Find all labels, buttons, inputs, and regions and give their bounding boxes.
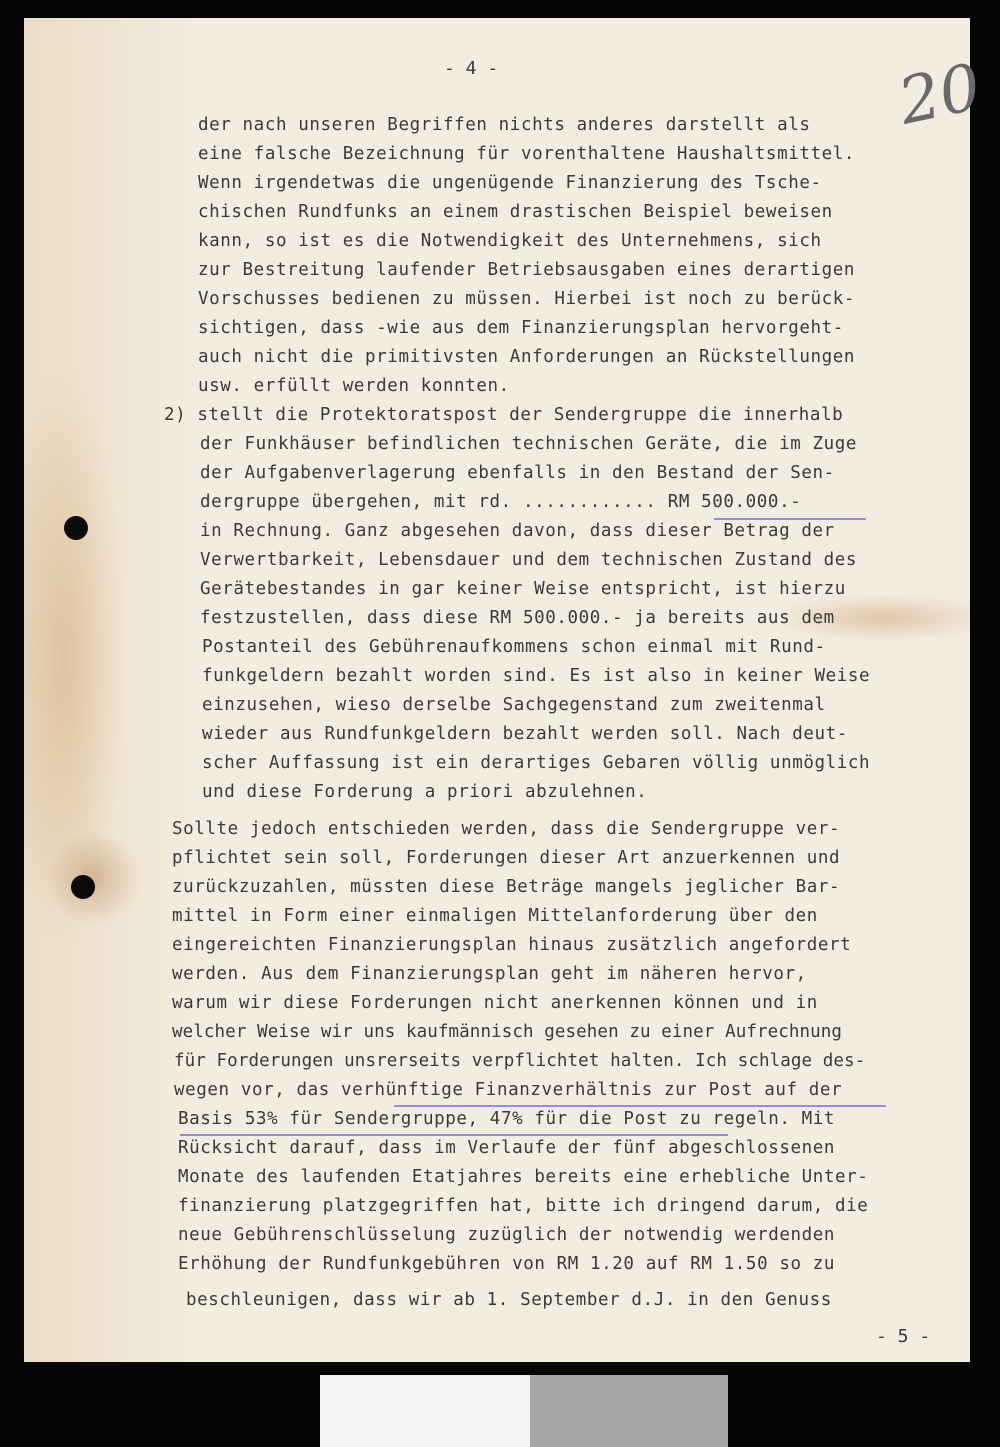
text-line: funkgeldern bezahlt worden sind. Es ist also in keiner Weise bbox=[202, 666, 871, 686]
text-line: Sollte jedoch entschieden werden, dass die Sendergruppe ver- bbox=[172, 819, 841, 839]
text-line: finanzierung platzgegriffen hat, bitte ich dringend darum, die bbox=[178, 1196, 869, 1216]
list-item-2-line: 2) stellt die Protektoratspost der Sendergruppe die innerhalb bbox=[164, 405, 844, 425]
text-line: Wenn irgendetwas die ungenügende Finanzierung des Tsche- bbox=[198, 173, 822, 193]
text-line: zurückzuzahlen, müssten diese Beträge mangels jeglicher Bar- bbox=[172, 877, 841, 897]
text-line: dergruppe übergehen, mit rd. ............ RM 500.000.- bbox=[200, 492, 802, 512]
text-line: wegen vor, das verhünftige Finanzverhältnis zur Post auf der bbox=[174, 1080, 843, 1100]
text-line: in Rechnung. Ganz abgesehen davon, dass dieser Betrag der bbox=[200, 521, 835, 541]
text-line: Verwertbarkeit, Lebensdauer und dem technischen Zustand des bbox=[200, 550, 858, 570]
pencil-underline bbox=[180, 1134, 728, 1136]
text-line: der Aufgabenverlagerung ebenfalls in den Bestand der Sen- bbox=[200, 463, 835, 483]
text-line: festzustellen, dass diese RM 500.000.- ja bereits aus dem bbox=[200, 608, 835, 628]
document-page bbox=[24, 18, 988, 1362]
text-line: Gerätebestandes in gar keiner Weise entspricht, ist hierzu bbox=[200, 579, 846, 599]
text-line: beschleunigen, dass wir ab 1. September d.J. in den Genuss bbox=[186, 1290, 832, 1310]
pencil-underline bbox=[714, 518, 866, 520]
text-line: neue Gebührenschlüsselung zuzüglich der notwendig werdenden bbox=[178, 1225, 836, 1245]
text-line: scher Auffassung ist ein derartiges Gebaren völlig unmöglich bbox=[202, 753, 871, 773]
text-line: Basis 53% für Sendergruppe, 47% für die Post zu regeln. Mit bbox=[178, 1109, 836, 1129]
text-line: kann, so ist es die Notwendigkeit des Unternehmens, sich bbox=[198, 231, 822, 251]
text-line: Vorschusses bedienen zu müssen. Hierbei ist noch zu berück- bbox=[198, 289, 856, 309]
calibration-gray-patch bbox=[530, 1375, 728, 1447]
text-line: mittel in Form einer einmaligen Mittelanforderung über den bbox=[172, 906, 818, 926]
text-line: pflichtet sein soll, Forderungen dieser Art anzuerkennen und bbox=[172, 848, 841, 868]
text-line: und diese Forderung a priori abzulehnen. bbox=[202, 782, 648, 802]
text-line: sichtigen, dass -wie aus dem Finanzierungsplan hervorgeht- bbox=[198, 318, 844, 338]
text-line: Monate des laufenden Etatjahres bereits eine erhebliche Unter- bbox=[178, 1167, 869, 1187]
punch-hole bbox=[71, 875, 95, 899]
pencil-underline bbox=[394, 1105, 886, 1107]
text-line: wieder aus Rundfunkgeldern bezahlt werden soll. Nach deut- bbox=[202, 724, 848, 744]
calibration-white-patch bbox=[320, 1375, 530, 1447]
text-line: Erhöhung der Rundfunkgebühren von RM 1.20 auf RM 1.50 so zu bbox=[178, 1254, 836, 1274]
text-line: Rücksicht darauf, dass im Verlaufe der fünf abgeschlossenen bbox=[178, 1138, 836, 1158]
text-line: welcher Weise wir uns kaufmännisch gesehen zu einer Aufrechnung bbox=[172, 1022, 843, 1042]
text-line: Postanteil des Gebührenaufkommens schon einmal mit Rund- bbox=[202, 637, 826, 657]
text-line: chischen Rundfunks an einem drastischen Beispiel beweisen bbox=[198, 202, 833, 222]
text-line: usw. erfüllt werden konnten. bbox=[198, 376, 510, 396]
punch-hole bbox=[64, 516, 88, 540]
text-line: eine falsche Bezeichnung für vorenthaltene Haushaltsmittel. bbox=[198, 144, 856, 164]
text-line: der Funkhäuser befindlichen technischen Geräte, die im Zuge bbox=[200, 434, 858, 454]
text-line: für Forderungen unsrerseits verpflichtet halten. Ich schlage des- bbox=[174, 1051, 866, 1071]
text-line: der nach unseren Begriffen nichts anderes darstellt als bbox=[198, 115, 811, 135]
handwritten-folio-number: 20 bbox=[892, 50, 988, 140]
text-line: eingereichten Finanzierungsplan hinaus zusätzlich angefordert bbox=[172, 935, 852, 955]
page-footer-number: - 5 - bbox=[876, 1326, 931, 1347]
text-line: warum wir diese Forderungen nicht anerkennen können und in bbox=[172, 993, 818, 1013]
text-line: auch nicht die primitivsten Anforderungen an Rückstellungen bbox=[198, 347, 856, 367]
text-line: einzusehen, wieso derselbe Sachgegenstand zum zweitenmal bbox=[202, 695, 826, 715]
page-header-number: - 4 - bbox=[444, 58, 499, 79]
text-line: werden. Aus dem Finanzierungsplan geht im näheren hervor, bbox=[172, 964, 807, 984]
text-line: zur Bestreitung laufender Betriebsausgaben eines derartigen bbox=[198, 260, 856, 280]
